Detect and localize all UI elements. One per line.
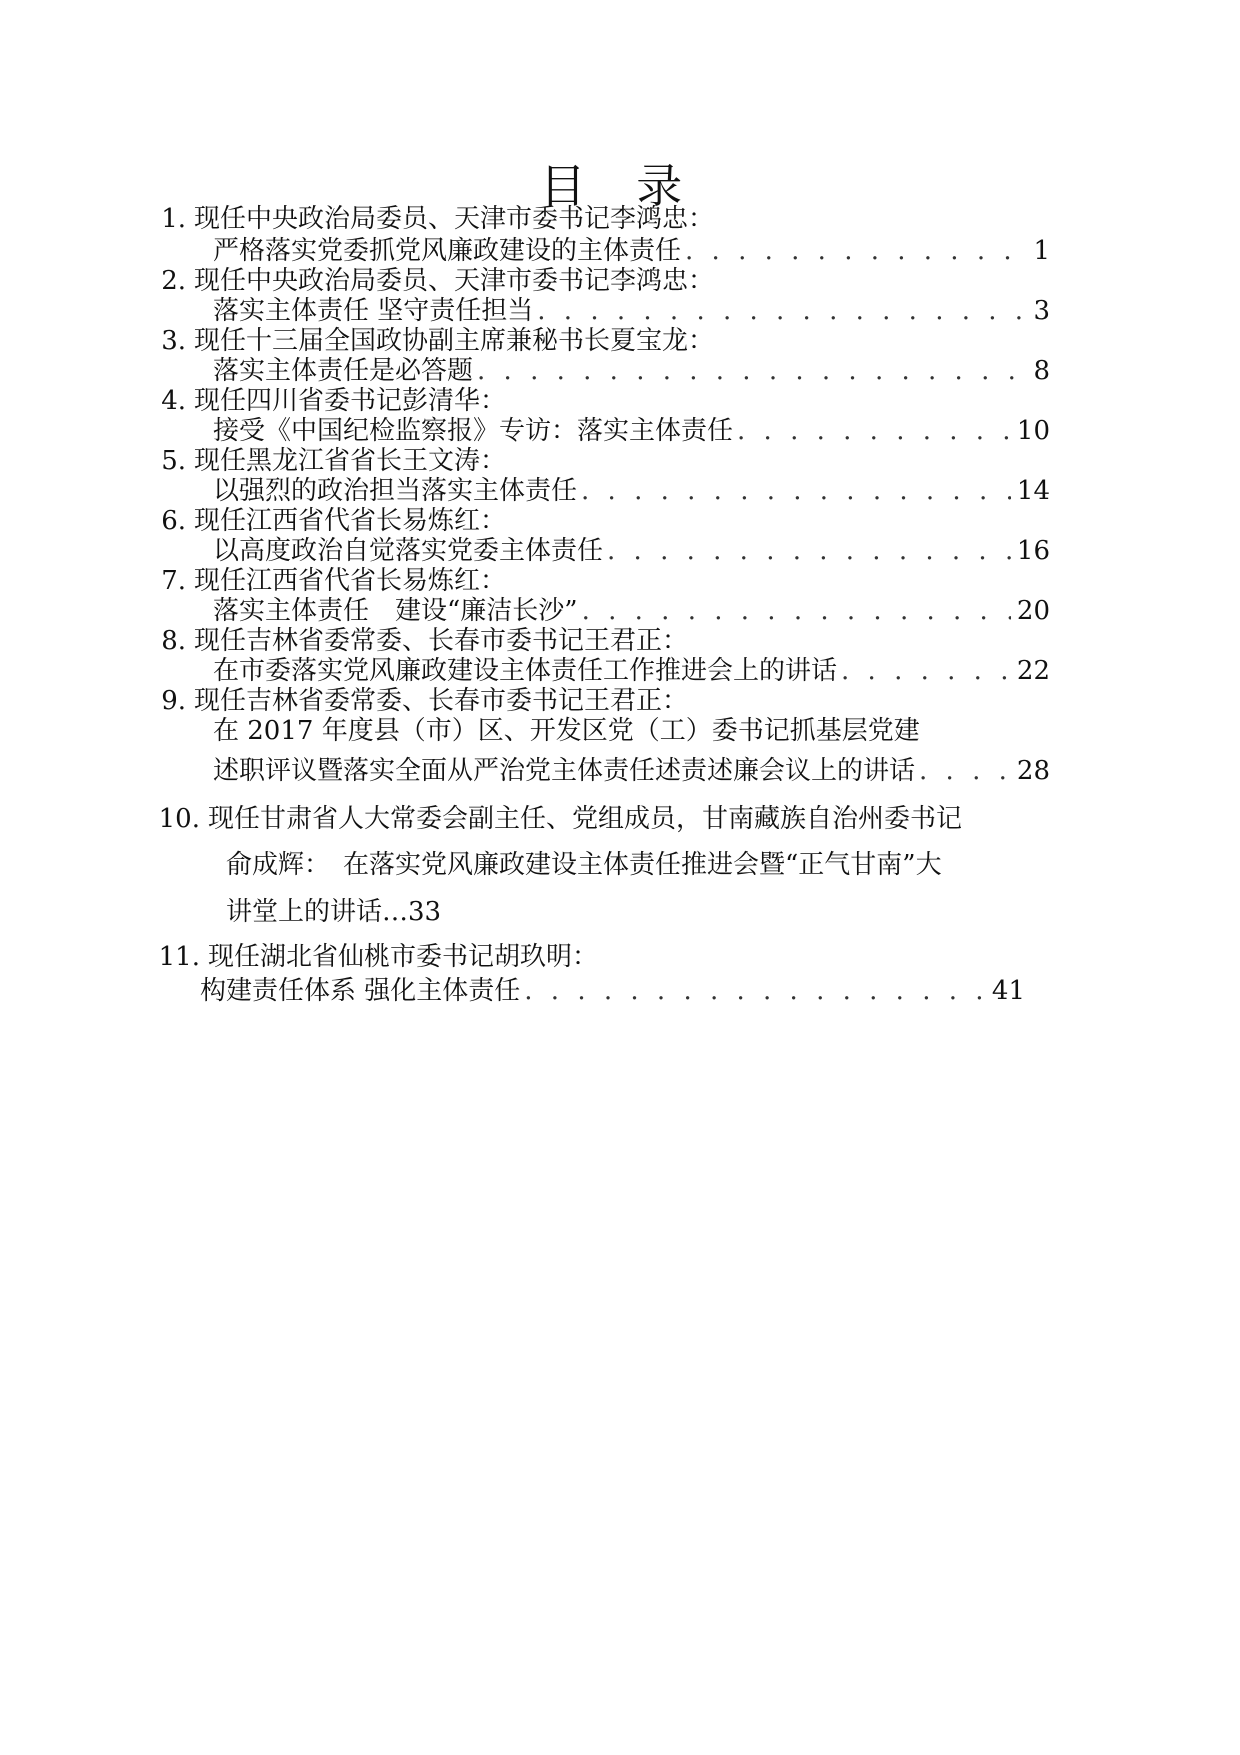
page-number: 16 [1016,536,1050,566]
toc-entry-11-head: 11. 现任湖北省仙桃市委书记胡玖明： [150,940,598,974]
dot-leader [524,974,986,1008]
toc-entry-7[interactable] [213,594,1050,628]
toc-entry-title: 在市委落实党风廉政建设主体责任工作推进会上的讲话 [213,656,838,686]
dot-leader [607,534,1011,568]
toc-entry-1-head: 1. 现任中央政治局委员、天津市委书记李鸿忠： [150,202,714,236]
toc-entry-9[interactable] [213,754,1050,788]
toc-entry-3[interactable] [213,354,1050,388]
toc-entry-title: 构建责任体系 强化主体责任 [200,976,521,1006]
dot-leader [537,294,1027,328]
page-number: 14 [1016,476,1050,506]
page-number: 8 [1033,356,1050,386]
toc-entry-11[interactable] [200,974,1025,1008]
toc-entry-9-subline: 在 2017 年度县（市）区、开发区党（工）委书记抓基层党建 [213,716,920,746]
toc-entry-2[interactable] [213,294,1050,328]
toc-entry-1[interactable] [213,234,1050,268]
toc-entry-8-head: 8. 现任吉林省委常委、长春市委书记王君正： [150,624,688,658]
toc-entry-9-head: 9. 现任吉林省委常委、长春市委书记王君正： [150,684,688,718]
page-number: 41 [991,976,1025,1006]
dot-leader [919,754,1011,788]
toc-entry-number: 9. [161,686,186,716]
toc-entry-title: 述职评议暨落实全面从严治党主体责任述责述廉会议上的讲话 [213,756,916,786]
page-number: 28 [1016,756,1050,786]
dot-leader [685,234,1027,268]
dot-leader [581,474,1011,508]
toc-entry-7-head: 7. 现任江西省代省长易炼红： [150,564,506,598]
toc-entry-number: 4. [161,386,186,416]
dot-leader [477,354,1027,388]
dot-leader [841,654,1011,688]
toc-entry-number: 8. [161,626,186,656]
toc-entry-title: 落实主体责任是必答题 [213,356,474,386]
toc-entry-4[interactable] [213,414,1050,448]
toc-entry-title: 接受《中国纪检监察报》专访：落实主体责任 [213,416,734,446]
page-number: 10 [1016,416,1050,446]
toc-entry-number: 10. [158,804,200,834]
toc-entry-10-head: 10. 现任甘肃省人大常委会副主任、党组成员，甘南藏族自治州委书记 [150,802,962,836]
toc-entry-number: 3. [161,326,186,356]
dot-leader [582,594,1011,628]
toc-entry-title: 落实主体责任 建设“廉洁长沙” [213,596,578,626]
dot-leader [737,414,1011,448]
page-title: 目 录 [539,159,701,213]
toc-entry-5-head: 5. 现任黑龙江省省长王文涛： [150,444,506,478]
toc-entry-title: 以高度政治自觉落实党委主体责任 [213,536,604,566]
toc-entry-title: 落实主体责任 坚守责任担当 [213,296,534,326]
page-number: 1 [1033,236,1050,266]
toc-entry-6-head: 6. 现任江西省代省长易炼红： [150,504,506,538]
toc-entry-8[interactable] [213,654,1050,688]
page-number: 20 [1016,596,1050,626]
toc-entry-6[interactable] [213,534,1050,568]
toc-entry-2-head: 2. 现任中央政治局委员、天津市委书记李鸿忠： [150,264,714,298]
toc-entry-title: 以强烈的政治担当落实主体责任 [213,476,578,506]
toc-entry-number: 6. [161,506,186,536]
page-number: 22 [1016,656,1050,686]
toc-entry-number: 7. [161,566,186,596]
toc-entry-number: 11. [158,942,200,972]
toc-entry-title: 严格落实党委抓党风廉政建设的主体责任 [213,236,682,266]
toc-entry-10-subline: 俞成辉： 在落实党风廉政建设主体责任推进会暨“正气甘南”大 [226,850,942,880]
toc-entry-3-head: 3. 现任十三届全国政协副主席兼秘书长夏宝龙： [150,324,714,358]
toc-entry-4-head: 4. 现任四川省委书记彭清华： [150,384,506,418]
toc-entry-number: 1. [161,204,186,234]
toc-entry-number: 2. [161,266,186,296]
toc-entry-5[interactable] [213,474,1050,508]
page-number: 3 [1033,296,1050,326]
toc-entry-number: 5. [161,446,186,476]
toc-entry-10[interactable]: 讲堂上的讲话…33 [226,897,442,927]
